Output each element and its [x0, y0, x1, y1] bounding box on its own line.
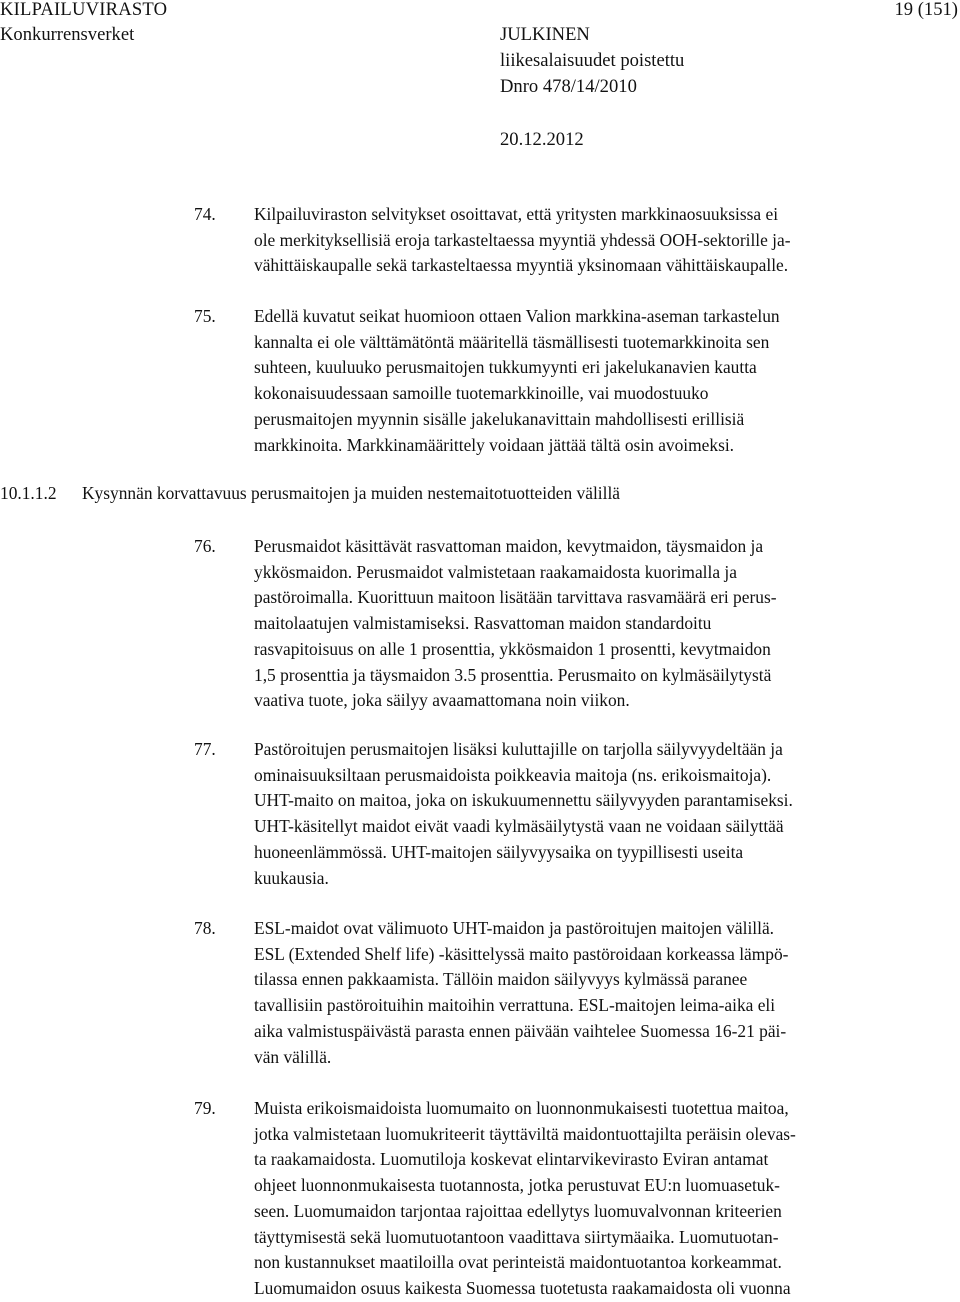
text-line: UHT-maito on maitoa, joka on iskukuumennettu säilyvyyden parantamiseksi. — [254, 790, 793, 811]
text-line: maitolaatujen valmistamiseksi. Rasvattoman maidon standardoitu — [254, 613, 712, 634]
paragraph-text — [254, 1096, 960, 1302]
text-line: täyttymisestä sekä luomutuotantoon vaadittava siirtymäaika. Luomutuotan- — [254, 1226, 779, 1247]
paragraph-text — [254, 202, 960, 279]
paragraph-number: 79. — [194, 1098, 216, 1118]
text-line: Pastöroitujen perusmaitojen lisäksi kuluttajille on tarjolla säilyvyydeltään ja — [254, 739, 783, 759]
text-line: Edellä kuvatut seikat huomioon ottaen Valion markkina-aseman tarkastelun — [254, 306, 780, 326]
paragraph-text — [254, 916, 960, 1070]
text-line: suhteen, kuuluuko perusmaitojen tukkumyynti eri jakelukanavien kautta — [254, 357, 757, 378]
classification-label: JULKINEN — [500, 24, 590, 45]
text-line: Luomumaidon osuus kaikesta Suomessa tuotetusta raakamaidosta oli vuonna — [254, 1277, 791, 1298]
text-line: tavallisiin pastöroituihin maitoihin verrattuna. ESL-maitojen leima-aika eli — [254, 995, 776, 1016]
text-line: ominaisuuksiltaan perusmaidoista poikkeavia maitoja (ns. erikoismaitoja). — [254, 764, 772, 785]
text-line: non kustannukset maatiloilla ovat perinteistä maidontuotantoa korkeammat. — [254, 1252, 782, 1273]
record-number: Dnro 478/14/2010 — [500, 76, 637, 97]
text-line: Perusmaidot käsittävät rasvattoman maidon, kevytmaidon, täysmaidon ja — [254, 536, 764, 556]
paragraph-number: 75. — [194, 306, 216, 326]
header-organization: KILPAILUVIRASTO — [0, 0, 168, 20]
text-line: seen. Luomumaidon tarjontaa rajoittaa edellytys luomuvalvonnan kriteerien — [254, 1200, 782, 1221]
paragraph-text — [254, 534, 960, 714]
paragraph-number: 76. — [194, 536, 216, 556]
text-line: aika valmistuspäivästä parasta ennen päivään vaihtelee Suomessa 16-21 päi- — [254, 1020, 787, 1041]
text-line: vähittäiskaupalle sekä tarkasteltaessa myyntiä yksinomaan vähittäiskaupalle. — [254, 255, 789, 276]
text-line: huoneenlämmössä. UHT-maitojen säilyvyysaika on tyypillisesti useita — [254, 841, 744, 862]
text-line: ole merkityksellisiä eroja tarkasteltaessa myyntiä yhdessä OOH-sektorille ja- — [254, 229, 791, 250]
text-line: vän välillä. — [254, 1046, 332, 1067]
paragraph-text — [254, 304, 960, 458]
text-line: kokonaisuudessaan samoille tuotemarkkinoille, vai muodostuuko — [254, 383, 709, 404]
header-subtitle: Konkurrensverket — [0, 24, 135, 45]
text-line: ESL (Extended Shelf life) -käsittelyssä maito pastöroidaan korkeassa lämpö- — [254, 943, 789, 964]
paragraph-number: 78. — [194, 918, 216, 938]
text-line: rasvapitoisuus on alle 1 prosenttia, ykkösmaidon 1 prosentti, kevytmaidon — [254, 638, 771, 659]
redaction-note: liikesalaisuudet poistettu — [500, 50, 685, 71]
text-line: Kilpailuviraston selvitykset osoittavat, että yritysten markkinaosuuksissa ei — [254, 204, 779, 224]
text-line: pastöroimalla. Kuorittuun maitoon lisätään tarvittava rasvamäärä eri perus- — [254, 587, 777, 608]
text-line: kuukausia. — [254, 867, 329, 888]
text-line: ESL-maidot ovat välimuoto UHT-maidon ja pastöroitujen maitojen välillä. — [254, 918, 775, 938]
paragraph-text — [254, 737, 960, 891]
text-line: kannalta ei ole välttämätöntä määritellä täsmällisesti tuotemarkkinoita sen — [254, 331, 770, 352]
text-line: ohjeet luonnonmukaisesta tuotannosta, jotka perustuvat EU:n luomuasetuk- — [254, 1175, 780, 1196]
text-line: perusmaitojen myynnin sisälle jakelukanavittain mahdollisesti erillisiä — [254, 408, 745, 429]
paragraph-number: 77. — [194, 739, 216, 759]
page-number: 19 (151) — [894, 0, 958, 20]
text-line: Muista erikoismaidoista luomumaito on luonnonmukaisesti tuotettua maitoa, — [254, 1098, 789, 1118]
text-line: ykkösmaidon. Perusmaidot valmistetaan raakamaidosta kuorimalla ja — [254, 561, 737, 582]
section-title: Kysynnän korvattavuus perusmaitojen ja muiden nestemaitotuotteiden välillä — [82, 483, 621, 503]
text-line: ta raakamaidosta. Luomutiloja koskevat elintarvikevirasto Eviran antamat — [254, 1149, 769, 1170]
text-line: jotka valmistetaan luomukriteerit täyttäviltä maidontuottajilta peräisin olevas- — [254, 1123, 796, 1144]
text-line: 1,5 prosenttia ja täysmaidon 3.5 prosenttia. Perusmaito on kylmäsäilytystä — [254, 664, 772, 685]
document-date: 20.12.2012 — [500, 129, 584, 150]
text-line: vaativa tuote, joka säilyy avaamattomana noin viikon. — [254, 690, 630, 711]
paragraph-number: 74. — [194, 204, 216, 224]
text-line: UHT-käsitellyt maidot eivät vaadi kylmäsäilytystä vaan ne voidaan säilyttää — [254, 816, 784, 837]
text-line: markkinoita. Markkinamäärittely voidaan jättää tältä osin avoimeksi. — [254, 434, 735, 455]
text-line: tilassa ennen pakkaamista. Tällöin maidon säilyvyys kylmässä paranee — [254, 969, 748, 990]
section-heading — [0, 481, 620, 507]
section-number: 10.1.1.2 — [0, 483, 57, 503]
